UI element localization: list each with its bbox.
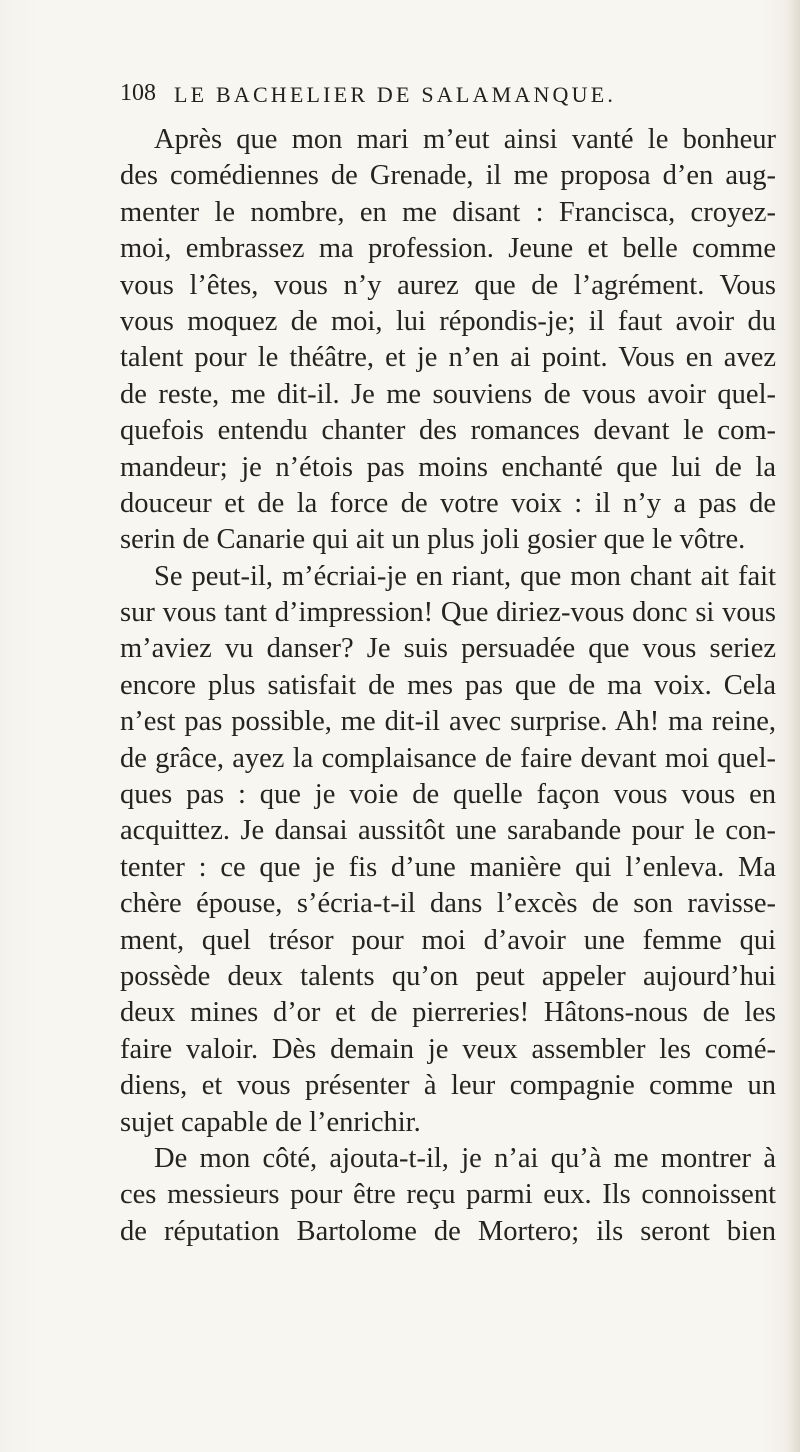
text-line: de reste, me dit-il. Je me souviens de vous avoir quel- — [120, 378, 776, 410]
text-line: des comédiennes de Grenade, il me proposa d’en aug- — [120, 160, 776, 192]
page-number: 108 — [120, 80, 156, 106]
text-line: moi, embrassez ma profession. Jeune et belle comme — [120, 233, 776, 265]
text-line: vous l’êtes, vous n’y aurez que de l’agrément. Vous — [120, 269, 776, 301]
text-line: sujet capable de l’enrichir. — [120, 1106, 421, 1138]
text-line: possède deux talents qu’on peut appeler aujourd’hui — [120, 960, 776, 992]
text-line: acquittez. Je dansai aussitôt une sarabande pour le con- — [120, 815, 776, 847]
text-line: chère épouse, s’écria-t-il dans l’excès de son ravisse- — [120, 888, 776, 920]
text-line: encore plus satisfait de mes pas que de ma voix. Cela — [120, 669, 776, 701]
text-line: n’est pas possible, me dit-il avec surprise. Ah! ma reine, — [120, 706, 776, 738]
text-line: ques pas : que je voie de quelle façon vous vous en — [120, 779, 776, 811]
text-line: serin de Canarie qui ait un plus joli gosier que le vôtre. — [120, 524, 746, 556]
text-line: de réputation Bartolome de Mortero; ils seront bien — [120, 1215, 776, 1247]
text-line: Se peut-il, m’écriai-je en riant, que mon chant ait fait — [154, 560, 776, 592]
text-line: de grâce, ayez la complaisance de faire devant moi quel- — [120, 742, 776, 774]
text-line: Après que mon mari m’eut ainsi vanté le bonheur — [154, 124, 776, 155]
text-line: diens, et vous présenter à leur compagnie comme un — [120, 1070, 776, 1102]
text-line: ment, quel trésor pour moi d’avoir une femme qui — [120, 924, 776, 956]
text-line: vous moquez de moi, lui répondis-je; il faut avoir du — [120, 305, 776, 337]
text-line: quefois entendu chanter des romances devant le com- — [120, 415, 776, 447]
text-line: deux mines d’or et de pierreries! Hâtons-nous de les — [120, 997, 776, 1029]
running-title: LE BACHELIER DE SALAMANQUE. — [174, 82, 617, 107]
body-text — [120, 122, 776, 1250]
text-line: talent pour le théâtre, et je n’en ai point. Vous en avez — [120, 342, 776, 374]
page-edge-shadow — [787, 0, 800, 1452]
running-head — [120, 80, 680, 116]
text-line: sur vous tant d’impression! Que diriez-vous donc si vous — [120, 597, 776, 629]
text-line: douceur et de la force de votre voix : il n’y a pas de — [120, 487, 776, 519]
text-line: faire valoir. Dès demain je veux assembler les comé- — [120, 1033, 776, 1065]
text-line: mandeur; je n’étois pas moins enchanté que lui de la — [120, 451, 776, 483]
text-line: tenter : ce que je fis d’une manière qui l’enleva. Ma — [120, 851, 776, 883]
text-line: m’aviez vu danser? Je suis persuadée que vous seriez — [120, 633, 776, 665]
text-line: ces messieurs pour être reçu parmi eux. Ils connoissent — [120, 1179, 776, 1211]
text-line: menter le nombre, en me disant : Francisca, croyez- — [120, 196, 776, 228]
text-line: De mon côté, ajouta-t-il, je n’ai qu’à me montrer à — [154, 1142, 776, 1174]
